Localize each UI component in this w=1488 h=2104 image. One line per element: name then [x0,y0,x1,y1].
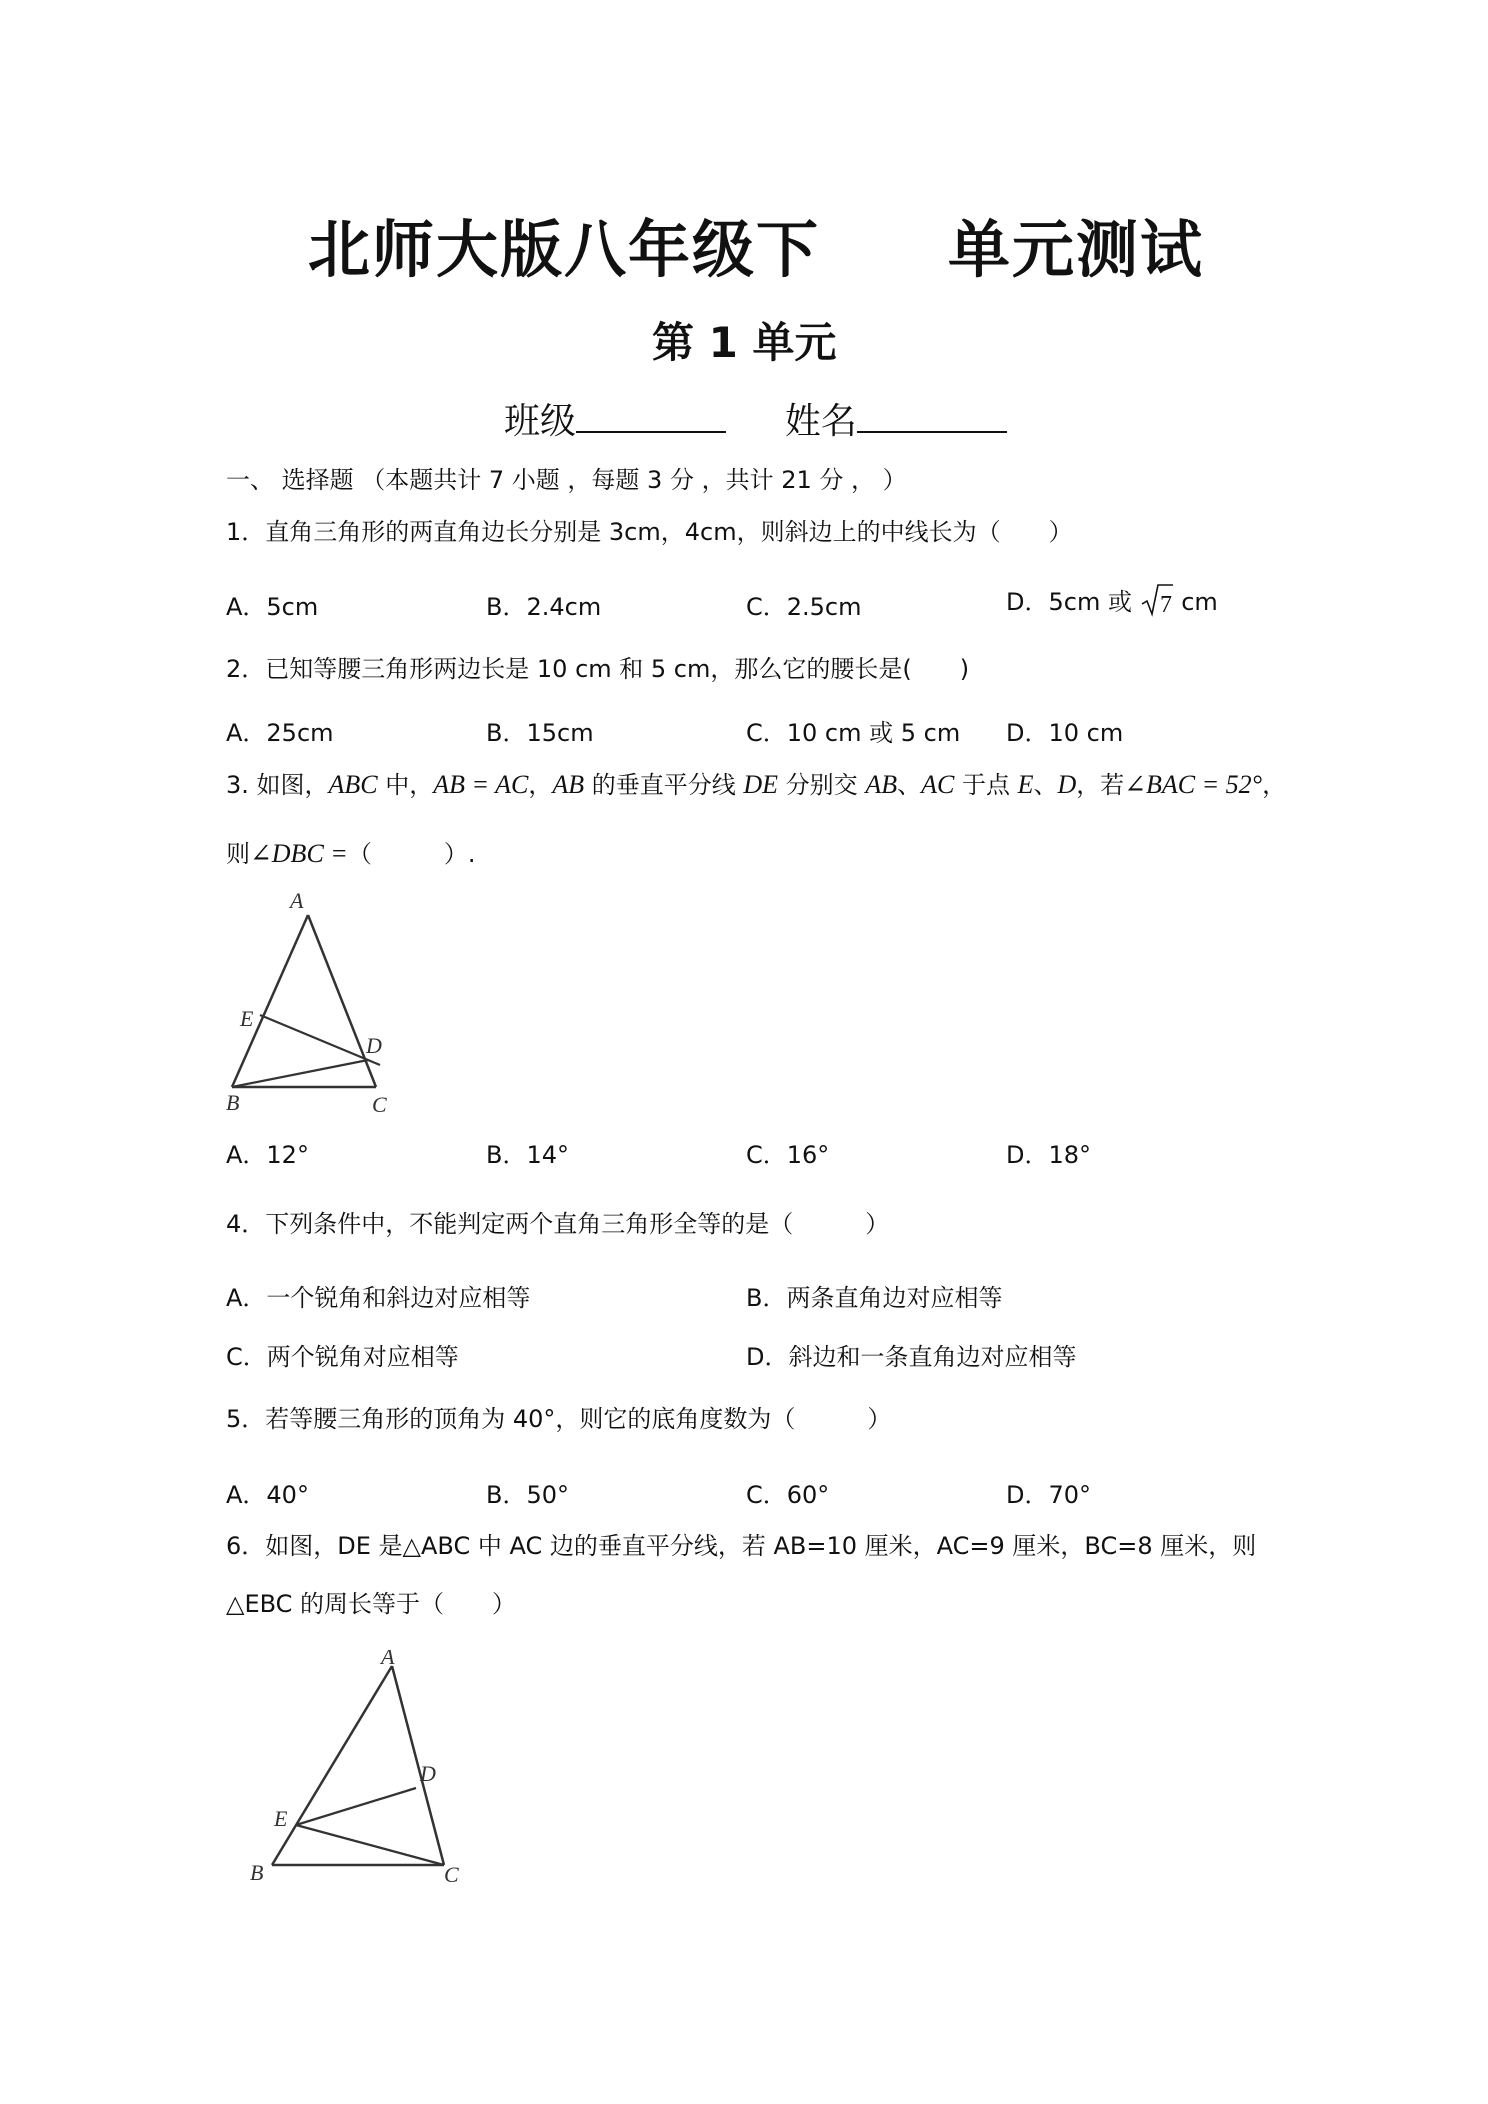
class-blank[interactable] [576,401,726,433]
q6-label-e: E [274,1806,288,1831]
q2-option-b[interactable]: B．15cm [486,719,594,747]
q6-label-c: C [444,1862,459,1887]
q3-label-c: C [372,1092,387,1117]
q3-text: ， [1262,771,1287,799]
q1-option-d[interactable] [1006,582,1218,618]
q1-option-a[interactable]: A．5cm [226,593,319,621]
q3-option-a[interactable] [226,1135,309,1170]
q1-option-d-unit: cm [1181,588,1218,616]
class-label: 班级 [504,401,577,442]
question-6-stem-line2: △EBC 的周长等于（ ） [226,1590,517,1618]
sqrt-icon [1140,582,1174,618]
q4-option-b[interactable]: B．两条直角边对应相等 [746,1284,1003,1312]
q3-label-d: D [366,1033,382,1058]
q5-option-c[interactable]: C．60° [746,1481,830,1509]
q3-option-b[interactable] [486,1135,569,1170]
question-5-stem: 5．若等腰三角形的顶角为 40°，则它的底角度数为（ ） [226,1405,892,1433]
q3-option-d-label: D．18° [1006,1141,1092,1169]
unit-title: 第 1 单元 [652,318,837,367]
q3-text: （ ）. [347,840,476,868]
q3-option-a-label: A．12° [226,1141,309,1169]
q3-option-c-label: C．16° [746,1141,830,1169]
q1-option-d-label: D．5cm 或 [1006,588,1132,616]
q3-text: 、 [897,771,922,799]
question-4-stem: 4．下列条件中，不能判定两个直角三角形全等的是（ ） [226,1210,890,1238]
q1-option-c[interactable]: C．2.5cm [746,593,862,621]
q4-option-c[interactable]: C．两个锐角对应相等 [226,1343,459,1371]
q3-text: 分别交 [778,771,866,799]
q3-math: AC [921,770,955,799]
q5-option-d[interactable]: D．70° [1006,1481,1092,1509]
student-info [504,393,1007,444]
question-3-stem-line2 [226,838,475,869]
q3-math: E [1017,770,1034,799]
q3-text: ， [528,771,553,799]
q3-math: AB [865,770,898,799]
question-1-stem: 1．直角三角形的两直角边长分别是 3cm，4cm，则斜边上的中线长为（ ） [226,518,1073,546]
q3-math: DE [743,770,779,799]
q3-text: 的垂直平分线 [584,771,744,799]
q3-figure [220,890,420,1120]
q5-option-a[interactable]: A．40° [226,1481,309,1509]
q6-label-a: A [381,1650,395,1669]
name-blank[interactable] [857,401,1007,433]
q4-option-d[interactable]: D．斜边和一条直角边对应相等 [746,1343,1077,1371]
q3-text: 、 [1033,771,1058,799]
q3-math: D [1057,770,1077,799]
page-title: 北师大版八年级下 单元测试 [308,213,1205,286]
q5-option-b[interactable]: B．50° [486,1481,570,1509]
q3-text: 3. 如图， [226,771,329,799]
q3-math: AB = AC [433,770,529,799]
q4-option-a[interactable]: A．一个锐角和斜边对应相等 [226,1284,531,1312]
q3-option-b-label: B．14° [486,1141,570,1169]
q3-label-e: E [240,1006,254,1031]
q3-math: ∠BAC = 52° [1124,770,1263,799]
q3-text: 则 [226,840,250,868]
q3-text: ，若 [1076,771,1125,799]
q3-math: ABC [328,770,378,799]
q1-option-b[interactable]: B．2.4cm [486,593,602,621]
q6-label-d: D [420,1761,436,1786]
q3-math: AB [552,770,585,799]
q3-label-a: A [290,890,304,913]
q3-label-b: B [226,1090,240,1115]
q3-text: 中， [377,771,434,799]
question-2-stem: 2．已知等腰三角形两边长是 10 cm 和 5 cm，那么它的腰长是( ) [226,655,970,683]
q2-option-a[interactable]: A．25cm [226,719,334,747]
q3-math: ∠DBC = [250,839,348,868]
q3-option-d[interactable] [1006,1135,1091,1170]
q6-label-b: B [250,1860,264,1885]
q1-radicand: 7 [1159,592,1172,618]
name-label: 姓名 [784,401,857,442]
q6-figure [240,1650,480,1900]
question-3-stem [226,769,1286,800]
section-heading: 一、 选择题 （本题共计 7 小题 ，每题 3 分 ，共计 21 分 ， ） [226,466,907,494]
q2-option-d[interactable]: D．10 cm [1006,719,1124,747]
question-6-stem: 6．如图，DE 是△ABC 中 AC 边的垂直平分线，若 AB=10 厘米，AC=9 厘米，BC=8 厘米，则 [226,1532,1257,1560]
q3-option-c[interactable] [746,1135,829,1170]
q3-text: 于点 [954,771,1018,799]
q2-option-c[interactable]: C．10 cm 或 5 cm [746,719,961,747]
